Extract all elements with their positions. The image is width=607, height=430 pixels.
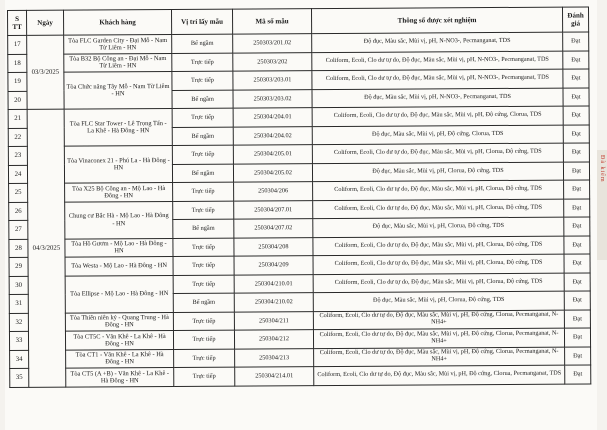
cell-location: Trực tiếp xyxy=(172,108,233,127)
cell-customer: Tòa Westa - Mộ Lao - Hà Đông - HN xyxy=(65,256,173,275)
cell-location: Trực tiếp xyxy=(173,238,234,257)
cell-params: Coliform, Ecoli, Clo dư tự do, Độ đục, Màu sắc, Mùi vị, pH, Clorua, Độ cứng, TDS xyxy=(313,273,564,293)
cell-location: Trực tiếp xyxy=(172,145,233,164)
cell-sample-no: 250304/206 xyxy=(234,182,313,201)
cell-customer: Tòa B32 Bộ Công an - Đại Mỗ - Nam Từ Liêm - HN xyxy=(64,53,172,72)
cell-params: Coliform, Ecoli, Clo dư tự do, Độ đục, Màu sắc, Mùi vị, pH, Clorua, Độ cứng, TDS xyxy=(313,180,564,200)
cell-location: Trực tiếp xyxy=(173,201,234,220)
cell-customer: Tòa FLC Star Tower - Lê Trọng Tấn - La Khê - Hà Đông - HN xyxy=(64,108,172,146)
cell-customer: Tòa Vinaconex 21 - Phú La - Hà Đông - HN xyxy=(64,145,172,183)
cell-params: Coliform, Ecoli, Clo dư tự do, Độ đục, Màu sắc, Mùi vị, pH, Độ cứng, Clorua, Pecmanganat, TDS xyxy=(314,365,565,385)
cell-params: Coliform, Ecoli, Clo dư tự do, Độ đục, Màu sắc, Mùi vị, pH, Độ cứng, Clorua, Pecmanganat, N-NH4+ xyxy=(313,328,564,348)
cell-location: Trực tiếp xyxy=(173,182,234,201)
cell-location: Trực tiếp xyxy=(173,275,234,294)
cell-location: Trực tiếp xyxy=(172,53,233,72)
cell-stt: 26 xyxy=(9,202,28,221)
cell-sample-no: 250303/202 xyxy=(233,52,312,71)
cell-rating: Đạt xyxy=(563,69,589,88)
cell-rating: Đạt xyxy=(564,254,590,273)
cell-location: Trực tiếp xyxy=(173,256,234,275)
cell-sample-no: 250304/205.02 xyxy=(233,163,312,182)
cell-rating: Đạt xyxy=(563,50,589,69)
cell-sample-no: 250304/204.02 xyxy=(233,126,312,145)
cell-params: Độ đục, Màu sắc, Mùi vị, pH, Clorua, Độ cứng, TDS xyxy=(312,162,563,182)
cell-location: Bể ngầm xyxy=(172,34,233,53)
cell-rating: Đạt xyxy=(564,235,590,254)
cell-stt: 24 xyxy=(8,165,27,184)
cell-rating: Đạt xyxy=(563,87,589,106)
cell-params: Độ đục, Màu sắc, Mùi vị, pH, N-NO3-, Pecmanganat, TDS xyxy=(312,88,563,108)
cell-params: Coliform, Ecoli, Clo dư tự do, Độ đục, Màu sắc, Mùi vị, pH, N-NO3-, Pecmanganat, TDS xyxy=(312,51,563,71)
cell-params: Coliform, Ecoli, Clo dư tự do, Độ đục, Màu sắc, Mùi vị, pH, Clorua, Độ cứng, TDS xyxy=(313,254,564,274)
cell-customer: Tòa CT5C - Văn Khê - La Khê - Hà Đông - HN xyxy=(65,330,173,349)
cell-sample-no: 250304/209 xyxy=(234,256,313,275)
table-row xyxy=(10,365,591,387)
cell-location: Bể ngầm xyxy=(172,90,233,109)
header-date: Ngày xyxy=(27,10,64,35)
cell-location: Bể ngầm xyxy=(173,293,234,312)
cell-customer: Tòa Hồ Gươm - Mộ Lao - Hà Đông - HN xyxy=(65,238,173,257)
cell-rating: Đạt xyxy=(563,161,589,180)
cell-stt: 33 xyxy=(9,331,28,350)
cell-stt: 25 xyxy=(9,183,28,202)
cell-rating: Đạt xyxy=(564,309,590,328)
cell-rating: Đạt xyxy=(563,106,589,125)
cell-sample-no: 250304/208 xyxy=(234,237,313,256)
cell-sample-no: 250303/203.01 xyxy=(233,71,312,90)
cell-stt: 32 xyxy=(9,313,28,332)
cell-rating: Đạt xyxy=(565,346,591,365)
cell-rating: Đạt xyxy=(563,143,589,162)
cell-rating: Đạt xyxy=(563,32,589,51)
cell-sample-no: 250304/204.01 xyxy=(233,108,312,127)
cell-sample-no: 250304/212 xyxy=(234,330,313,349)
cell-location: Trực tiếp xyxy=(174,349,235,368)
cell-customer: Tòa CT5 (A +B) - Văn Khê - La Khê - Hà Đông - HN xyxy=(66,367,174,386)
cell-rating: Đạt xyxy=(564,328,590,347)
margin-stamp: Đã kiểm xyxy=(599,155,605,183)
cell-rating: Đạt xyxy=(564,180,590,199)
cell-date: 03/3/2025 xyxy=(27,35,64,109)
cell-params: Coliform, Ecoli, Clo dư tự do, Độ đục, Màu sắc, Mùi vị, pH, Độ cứng, Clorua, Pecmanganat, N-NH4+ xyxy=(313,310,564,330)
cell-location: Bể ngầm xyxy=(172,164,233,183)
cell-stt: 17 xyxy=(8,35,27,54)
cell-sample-no: 250303/203.02 xyxy=(233,89,312,108)
header-customer: Khách hàng xyxy=(64,9,172,35)
cell-stt: 19 xyxy=(8,72,27,91)
cell-params: Coliform, Ecoli, Clo dư tự do, Độ đục, Màu sắc, Mùi vị, pH, Độ cứng, Clorua, TDS xyxy=(312,106,563,126)
cell-stt: 29 xyxy=(9,257,28,276)
cell-location: Trực tiếp xyxy=(173,330,234,349)
cell-customer: Tòa FLC Garden City - Đại Mỗ - Nam Từ Liêm - HN xyxy=(64,34,172,53)
cell-date: 04/3/2025 xyxy=(27,109,66,387)
cell-stt: 35 xyxy=(10,368,29,387)
cell-sample-no: 250304/207.01 xyxy=(234,200,313,219)
cell-sample-no: 250304/211 xyxy=(234,311,313,330)
test-results-table xyxy=(7,6,591,387)
cell-location: Bể ngầm xyxy=(172,127,233,146)
cell-rating: Đạt xyxy=(564,198,590,217)
cell-stt: 31 xyxy=(9,294,28,313)
cell-rating: Đạt xyxy=(565,365,591,384)
cell-customer: Tòa X25 Bộ Công an - Mộ Lao - Hà Đông - HN xyxy=(65,182,173,201)
cell-customer: Tòa CT1 - Văn Khê - La Khê - Hà Đông - HN xyxy=(66,349,174,368)
header-rating: Đánh giá xyxy=(562,7,588,32)
cell-params: Coliform, Ecoli, Clo dư tự do, Độ đục, Màu sắc, Mùi vị, pH, N-NO3-, Pecmanganat, TDS xyxy=(312,69,563,89)
header-sample-no: Mã số mẫu xyxy=(232,9,311,34)
cell-rating: Đạt xyxy=(564,291,590,310)
cell-sample-no: 250303/201.02 xyxy=(233,34,312,53)
cell-customer: Chung cư Bắc Hà - Mộ Lao - Hà Đông - HN xyxy=(65,201,173,239)
cell-params: Coliform, Ecoli, Clo dư tự do, Độ đục, Màu sắc, Mùi vị, pH, Clorua, Độ cứng, TDS xyxy=(313,236,564,256)
cell-stt: 23 xyxy=(8,146,27,165)
header-stt: S TT xyxy=(8,10,27,35)
cell-location: Bể ngầm xyxy=(173,219,234,238)
cell-params: Coliform, Ecoli, Clo dư tự do, Độ đục, Màu sắc, Mùi vị, pH, Clorua, Độ cứng, TDS xyxy=(312,143,563,163)
cell-stt: 18 xyxy=(8,54,27,73)
header-location: Vị trí lấy mẫu xyxy=(171,9,232,34)
cell-stt: 34 xyxy=(10,350,29,369)
cell-sample-no: 250304/210.01 xyxy=(234,274,313,293)
cell-location: Trực tiếp xyxy=(174,367,235,386)
cell-params: Độ đục, Màu sắc, Mùi vị, pH, Clorua, Độ cứng, TDS xyxy=(313,217,564,237)
cell-params: Độ đục, Màu sắc, Mùi vị, pH, Độ cứng, Clorua, TDS xyxy=(312,125,563,145)
header-params: Thông số được xét nghiệm xyxy=(311,7,562,34)
cell-stt: 20 xyxy=(8,91,27,110)
cell-stt: 22 xyxy=(8,128,27,147)
cell-location: Trực tiếp xyxy=(172,71,233,90)
header-row xyxy=(8,7,589,36)
cell-sample-no: 250304/214.01 xyxy=(235,367,314,386)
cell-params: Coliform, Ecoli, Clo dư tự do, Độ đục, Màu sắc, Mùi vị, pH, Clorua, Độ cứng, TDS xyxy=(313,199,564,219)
cell-rating: Đạt xyxy=(563,124,589,143)
cell-sample-no: 250304/205.01 xyxy=(233,145,312,164)
cell-sample-no: 250304/210.02 xyxy=(234,293,313,312)
cell-customer: Tòa Ellipse - Mộ Lao - Hà Đông - HN xyxy=(65,275,173,313)
cell-stt: 21 xyxy=(8,109,27,128)
cell-params: Độ đục, Màu sắc, Mùi vị, pH, Clorua, Độ cứng, TDS xyxy=(313,291,564,311)
cell-rating: Đạt xyxy=(564,272,590,291)
cell-location: Trực tiếp xyxy=(173,312,234,331)
cell-sample-no: 250304/213 xyxy=(235,348,314,367)
cell-params: Độ đục, Màu sắc, Mùi vị, pH, N-NO3-, Pecmanganat, TDS xyxy=(312,32,563,52)
cell-sample-no: 250304/207.02 xyxy=(234,219,313,238)
cell-rating: Đạt xyxy=(564,217,590,236)
cell-stt: 27 xyxy=(9,220,28,239)
cell-customer: Tòa Thiên niên kỷ - Quang Trung - Hà Đông - HN xyxy=(65,312,173,331)
cell-customer: Tòa Chức năng Tây Mỗ - Nam Từ Liêm - HN xyxy=(64,71,172,109)
cell-stt: 28 xyxy=(9,239,28,258)
cell-stt: 30 xyxy=(9,276,28,295)
cell-params: Coliform, Ecoli, Clo dư tự do, Độ đục, Màu sắc, Mùi vị, pH, Độ cứng, Clorua, Pecmanganat, N-NH4+ xyxy=(314,347,565,367)
